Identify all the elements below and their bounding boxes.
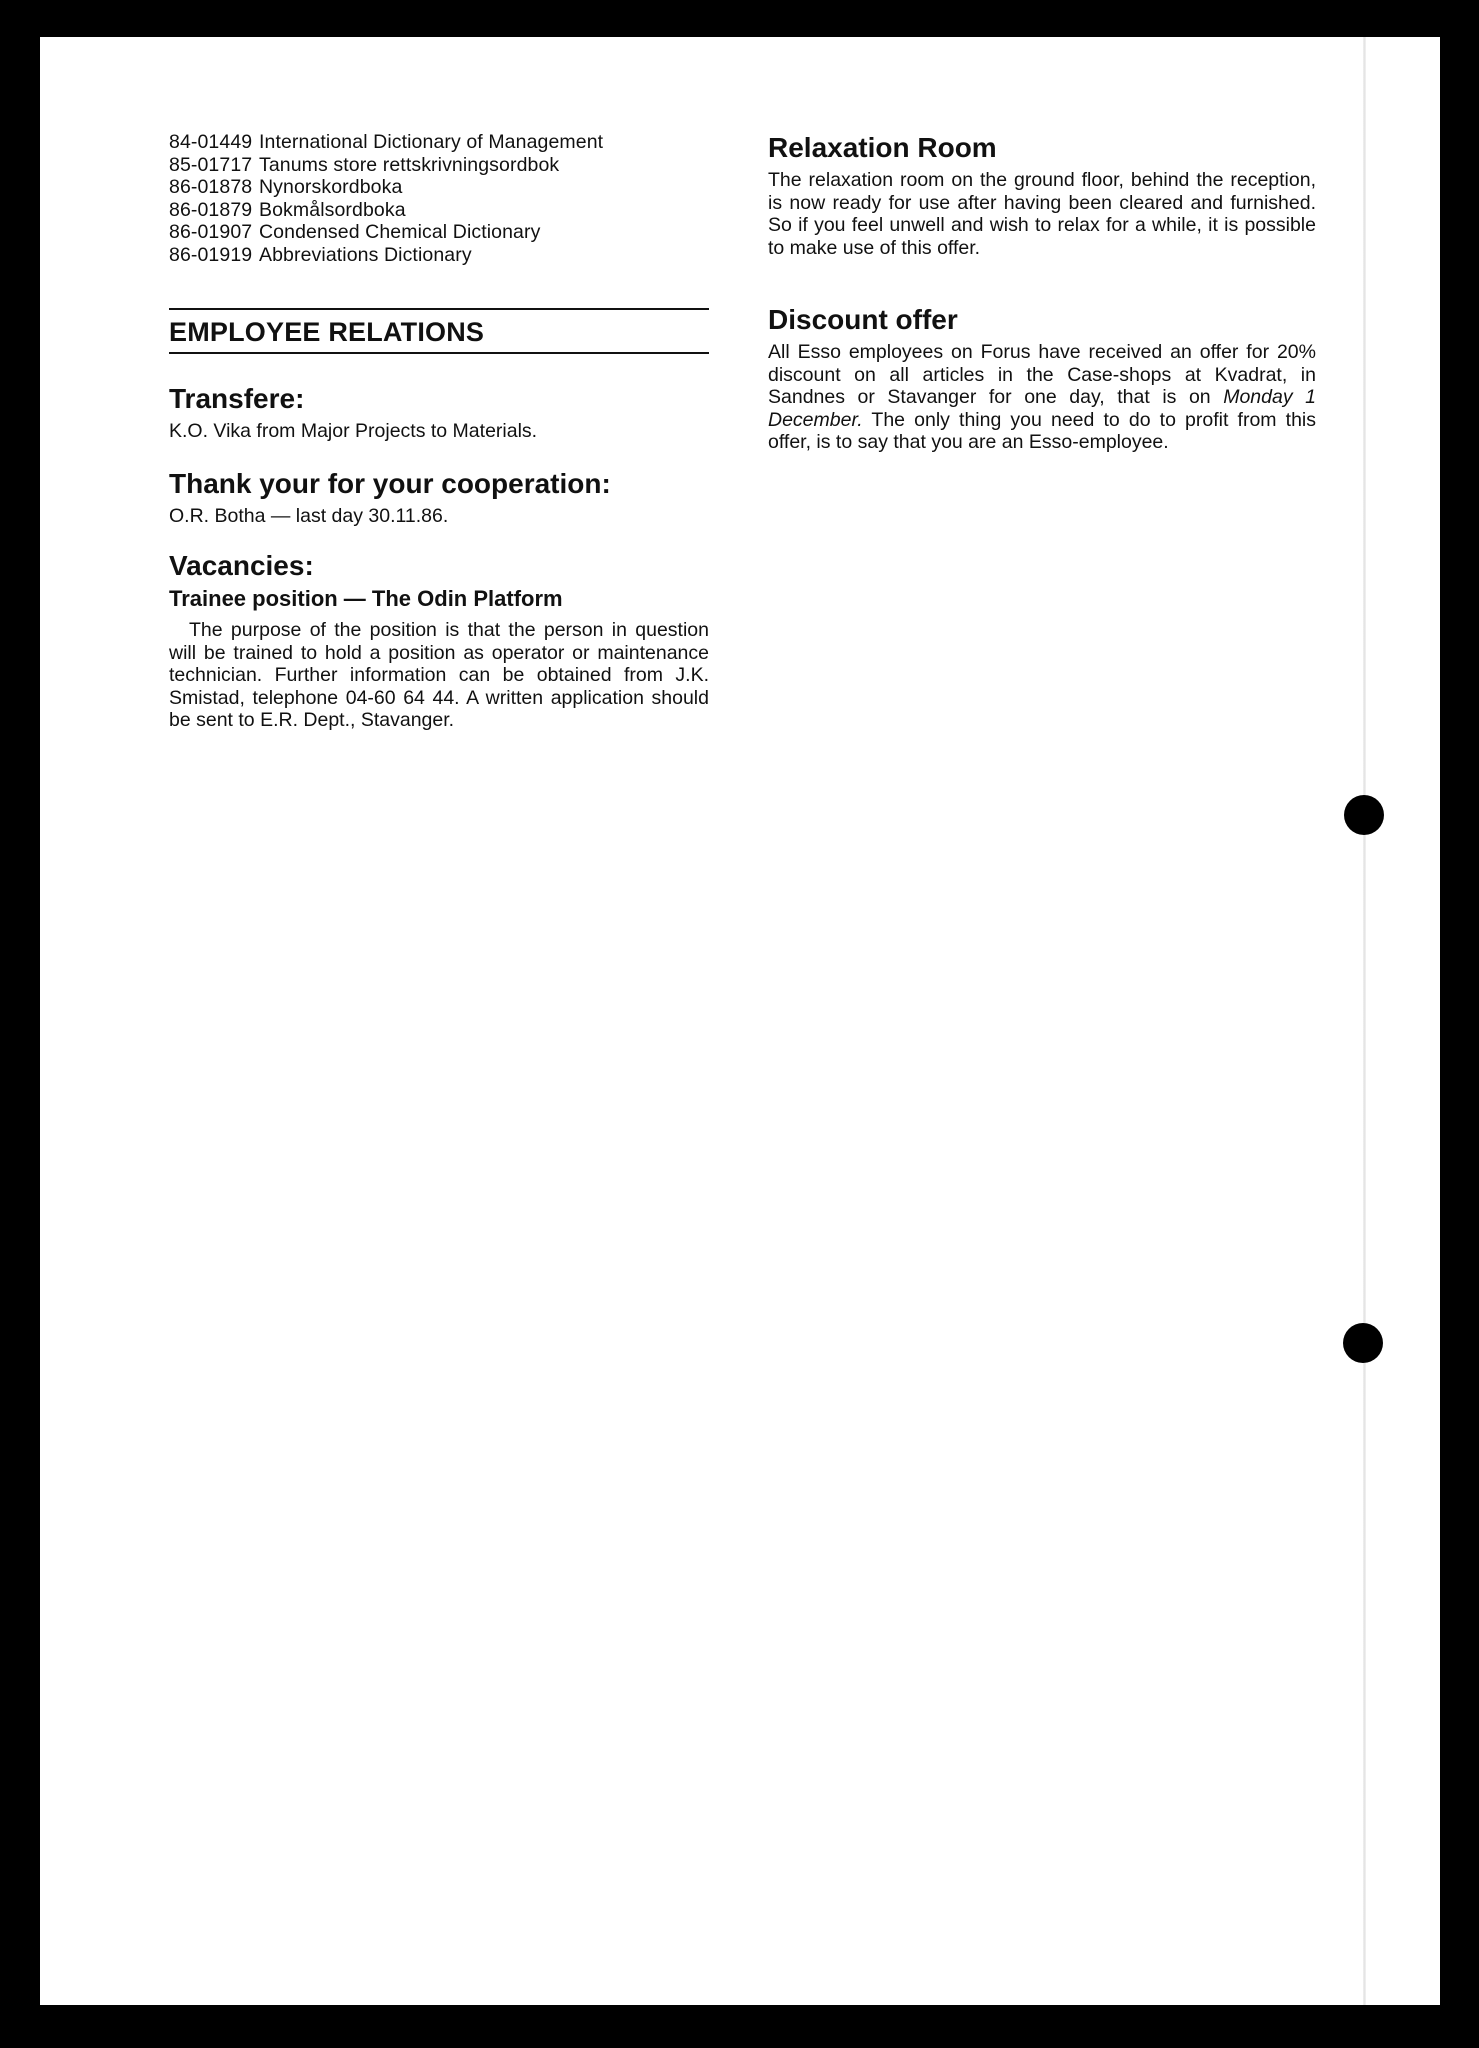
- dictionary-title: Nynorskordboka: [259, 176, 403, 198]
- thanks-text: O.R. Botha — last day 30.11.86.: [169, 504, 449, 527]
- dictionary-list: [169, 131, 709, 266]
- thanks-heading: Thank your for your cooperation:: [169, 467, 611, 499]
- page-fold-line: [1363, 37, 1366, 2005]
- dictionary-title: International Dictionary of Management: [259, 131, 604, 153]
- dictionary-code: 85-01717: [169, 153, 253, 176]
- trainee-text: The purpose of the position is that the person in question will be trained to hold a position as operator or maintenance technician. Further information can be obtained from J.K. Smistad, telephone 04-60 64 44. A written application should be sent to E.R. Dept., Stavanger.: [169, 619, 709, 731]
- dictionary-code: 84-01449: [169, 131, 253, 153]
- trainee-heading: Trainee position — The Odin Platform: [169, 586, 563, 611]
- dictionary-title: Tanums store rettskrivningsordbok: [259, 153, 560, 176]
- dictionary-code: 86-01919: [169, 243, 253, 266]
- right-column: [768, 131, 1316, 454]
- discount-text: [768, 341, 1316, 454]
- list-item: [169, 154, 709, 177]
- dictionary-code: 86-01878: [169, 176, 253, 198]
- discount-date: Monday 1 December.: [768, 386, 1316, 431]
- dictionary-code: 86-01907: [169, 221, 253, 243]
- dictionary-title: Abbreviations Dictionary: [259, 243, 472, 266]
- dictionary-title: Bokmålsordboka: [259, 198, 406, 221]
- list-item: [169, 221, 709, 244]
- discount-text-intro: All Esso employees on Forus have received an offer for 20% discount on all articles in the Case-shops at Kvadrat, in Sandnes or Stavanger for one day, that is on: [768, 341, 1316, 408]
- relaxation-text: The relaxation room on the ground floor, behind the reception, is now ready for use after having been cleared and furnished. So if you feel unwell and wish to relax for a while, it is possible to make use of this offer.: [768, 169, 1316, 259]
- section-title-employee-relations: EMPLOYEE RELATIONS: [169, 317, 485, 347]
- left-column: [169, 131, 709, 732]
- list-item: [169, 131, 709, 154]
- discount-heading: Discount offer: [768, 304, 958, 335]
- dictionary-title: Condensed Chemical Dictionary: [259, 221, 541, 243]
- dictionary-code: 86-01879: [169, 198, 253, 221]
- discount-text-outro: The only thing you need to do to profit from this offer, is to say that you are an Esso-employee.: [768, 408, 1316, 453]
- relaxation-heading: Relaxation Room: [768, 132, 997, 163]
- list-item: [169, 199, 709, 222]
- punch-hole: [1344, 795, 1384, 835]
- punch-hole: [1343, 1323, 1383, 1363]
- list-item: [169, 244, 709, 267]
- transfers-text: K.O. Vika from Major Projects to Materials.: [169, 420, 538, 442]
- list-item: [169, 176, 709, 199]
- vacancies-heading: Vacancies:: [169, 550, 314, 581]
- transfers-heading: Transfere:: [169, 383, 305, 414]
- document-page: [40, 37, 1440, 2005]
